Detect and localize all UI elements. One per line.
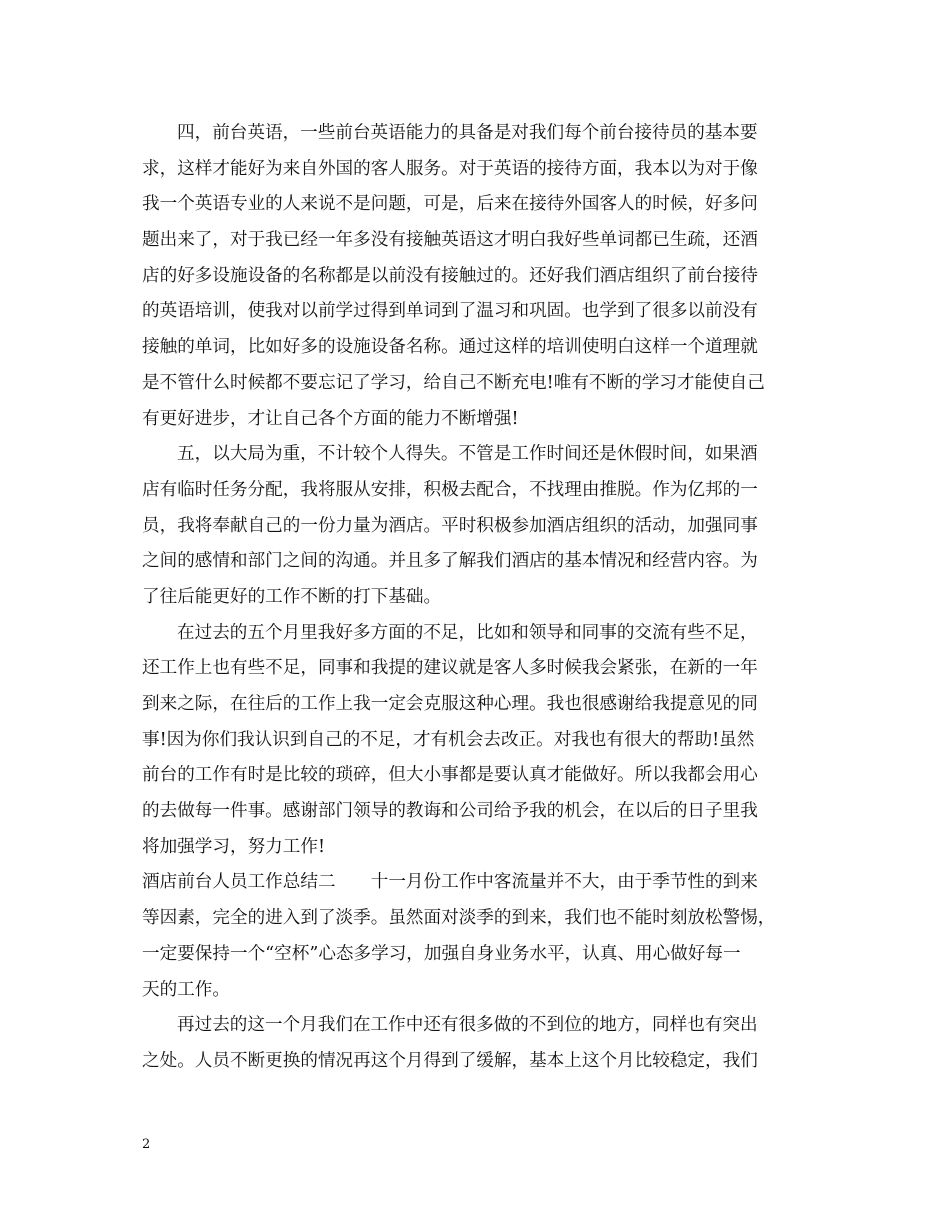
document-body — [142, 116, 812, 1080]
paragraph-big-picture — [142, 437, 812, 615]
text-line: 之间的感情和部门之间的沟通。并且多了解我们酒店的基本情况和经营内容。为 — [142, 551, 758, 572]
text-line: 前台的工作有时是比较的琐碎，但大小事都是要认真才能做好。所以我都会用心 — [142, 765, 758, 786]
text-line: 酒店前台人员工作总结二 十一月份工作中客流量并不大，由于季节性的到来 — [142, 872, 758, 893]
text-line: 再过去的这一个月我们在工作中还有很多做的不到位的地方，同样也有突出 — [177, 1015, 758, 1036]
text-line: 还工作上也有些不足，同事和我提的建议就是客人多时候我会紧张，在新的一年 — [142, 658, 758, 679]
paragraph-shortcomings — [142, 616, 812, 866]
text-line: 员，我将奉献自己的一份力量为酒店。平时积极参加酒店组织的活动，加强同事 — [142, 515, 758, 536]
text-line: 我一个英语专业的人来说不是问题，可是，后来在接待外国客人的时候，好多问 — [142, 194, 758, 215]
paragraph-front-desk-english — [142, 116, 812, 437]
text-line: 了往后能更好的工作不断的打下基础。 — [142, 586, 442, 607]
paragraph-past-month — [142, 1008, 812, 1079]
text-line: 一定要保持一个“空杯”心态多学习，加强自身业务水平，认真、用心做好每一 — [142, 943, 741, 964]
text-line: 的英语培训，使我对以前学过得到单词到了温习和巩固。也学到了很多以前没有 — [142, 301, 758, 322]
text-line: 有更好进步，才让自己各个方面的能力不断增强! — [142, 408, 519, 429]
text-line: 四，前台英语，一些前台英语能力的具备是对我们每个前台接待员的基本要 — [177, 123, 758, 143]
text-line: 求，这样才能好为来自外国的客人服务。对于英语的接待方面，我本以为对于像 — [142, 158, 758, 179]
text-line: 接触的单词，比如好多的设施设备名称。通过这样的培训使明白这样一个道理就 — [142, 337, 758, 358]
text-line: 题出来了，对于我已经一年多没有接触英语这才明白我好些单词都已生疏，还酒 — [142, 230, 758, 251]
text-line: 五，以大局为重，不计较个人得失。不管是工作时间还是休假时间，如果酒 — [177, 444, 758, 465]
text-line: 之处。人员不断更换的情况再这个月得到了缓解，基本上这个月比较稳定，我们 — [142, 1050, 758, 1071]
text-line: 到来之际，在往后的工作上我一定会克服这种心理。我也很感谢给我提意见的同 — [142, 694, 758, 714]
paragraph-summary-two — [142, 865, 812, 1008]
text-line: 在过去的五个月里我好多方面的不足，比如和领导和同事的交流有些不足， — [177, 622, 758, 643]
text-line: 是不管什么时候都不要忘记了学习，给自己不断充电!唯有不断的学习才能使自己 — [142, 372, 765, 393]
text-line: 等因素，完全的进入到了淡季。虽然面对淡季的到来，我们也不能时刻放松警惕， — [142, 908, 776, 929]
text-line: 事!因为你们我认识到自己的不足，才有机会去改正。对我也有很大的帮助!虽然 — [142, 729, 755, 750]
page-number: 2 — [142, 1137, 151, 1152]
text-line: 天的工作。 — [142, 979, 230, 1000]
text-line: 店的好多设施设备的名称都是以前没有接触过的。还好我们酒店组织了前台接待 — [142, 265, 758, 286]
text-line: 将加强学习，努力工作! — [142, 836, 326, 857]
text-line: 的去做每一件事。感谢部门领导的教诲和公司给予我的机会，在以后的日子里我 — [142, 801, 758, 822]
text-line: 店有临时任务分配，我将服从安排，积极去配合，不找理由推脱。作为亿邦的一 — [142, 479, 758, 500]
